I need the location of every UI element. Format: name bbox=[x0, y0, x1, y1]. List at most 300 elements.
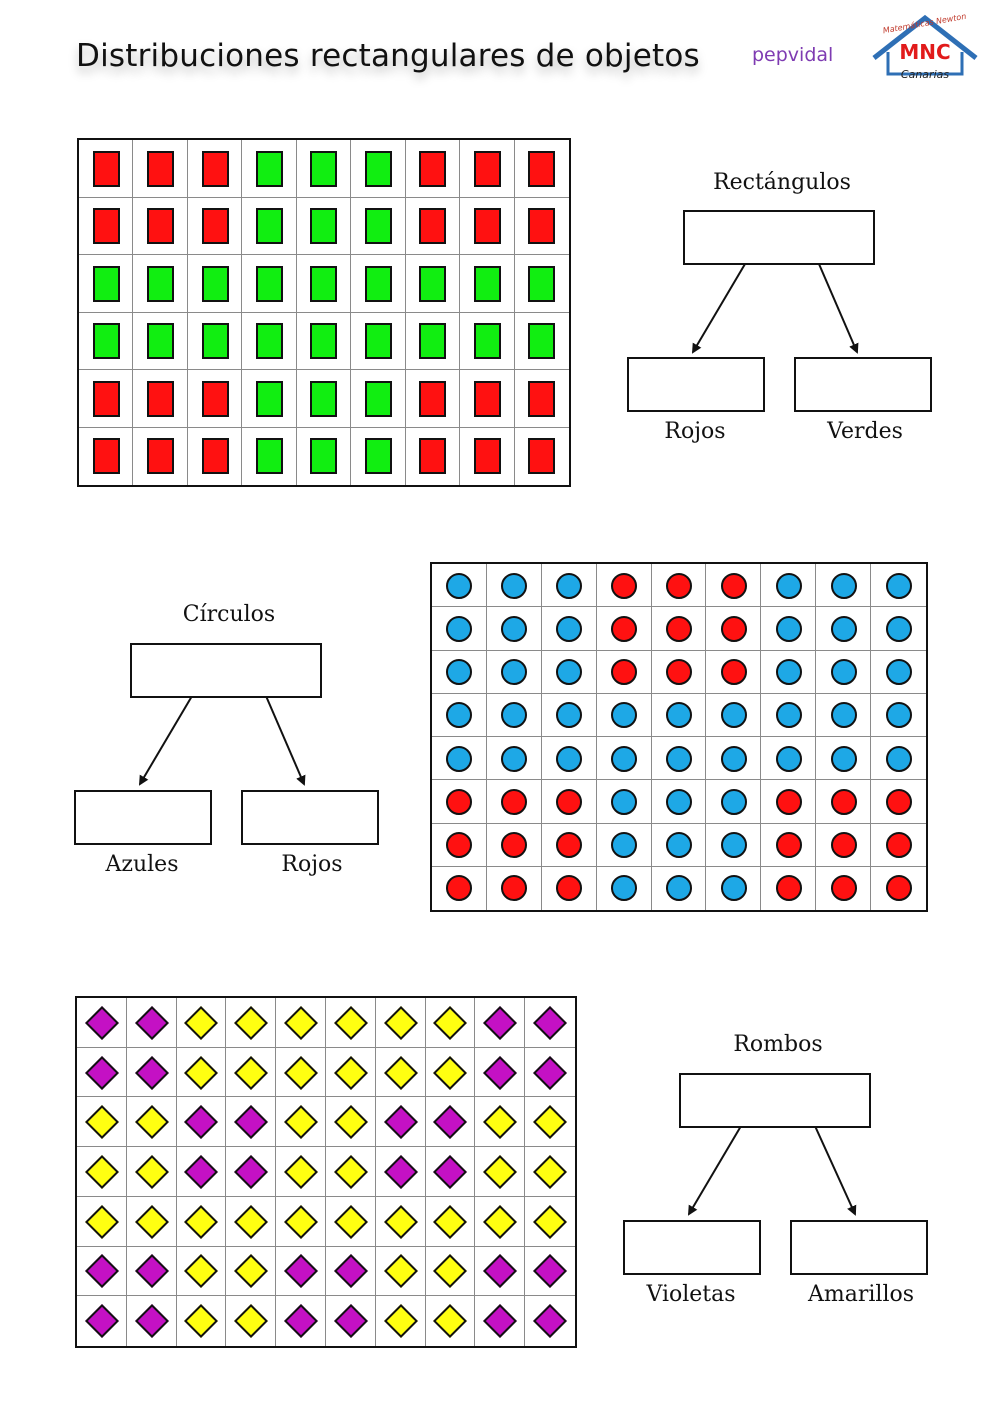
total-answer-box[interactable] bbox=[679, 1073, 871, 1128]
right-label: Verdes bbox=[827, 419, 903, 444]
blue-circle-icon bbox=[556, 702, 582, 728]
violet-diamond-icon bbox=[135, 1056, 169, 1090]
yellow-diamond-icon bbox=[284, 1056, 318, 1090]
grid-cell bbox=[127, 1296, 177, 1346]
red-rect-icon bbox=[93, 381, 120, 417]
grid-cell bbox=[487, 867, 542, 910]
grid-cell bbox=[326, 1048, 376, 1098]
circles-grid bbox=[430, 562, 928, 912]
yellow-diamond-icon bbox=[533, 1155, 567, 1189]
yellow-diamond-icon bbox=[135, 1155, 169, 1189]
grid-cell bbox=[226, 1048, 276, 1098]
blue-circle-icon bbox=[886, 702, 912, 728]
violet-diamond-icon bbox=[483, 1056, 517, 1090]
circles-tree bbox=[74, 602, 384, 892]
grid-cell bbox=[79, 140, 133, 198]
rectangles-grid bbox=[77, 138, 571, 487]
grid-cell bbox=[652, 737, 707, 780]
grid-cell bbox=[188, 198, 242, 256]
grid-cell bbox=[376, 998, 426, 1048]
grid-cell bbox=[487, 651, 542, 694]
grid-cell bbox=[326, 1097, 376, 1147]
red-rect-icon bbox=[93, 438, 120, 474]
grid-cell bbox=[79, 198, 133, 256]
red-circle-icon bbox=[446, 832, 472, 858]
green-rect-icon bbox=[310, 323, 337, 359]
violet-diamond-icon bbox=[384, 1155, 418, 1189]
grid-cell bbox=[77, 1296, 127, 1346]
yellow-diamond-icon bbox=[284, 1006, 318, 1040]
grid-cell bbox=[597, 737, 652, 780]
green-rect-icon bbox=[202, 323, 229, 359]
grid-cell bbox=[351, 370, 405, 428]
grid-cell bbox=[487, 694, 542, 737]
green-rect-icon bbox=[256, 151, 283, 187]
red-circle-icon bbox=[501, 789, 527, 815]
grid-cell bbox=[376, 1197, 426, 1247]
grid-cell bbox=[297, 198, 351, 256]
grid-cell bbox=[406, 198, 460, 256]
grid-cell bbox=[542, 651, 597, 694]
grid-cell bbox=[515, 428, 569, 486]
grid-cell bbox=[542, 607, 597, 650]
yellow-diamond-icon bbox=[334, 1006, 368, 1040]
grid-cell bbox=[652, 694, 707, 737]
grid-cell bbox=[133, 255, 187, 313]
violet-diamond-icon bbox=[85, 1006, 119, 1040]
grid-cell bbox=[525, 998, 575, 1048]
blue-circle-icon bbox=[446, 746, 472, 772]
grid-cell bbox=[127, 1247, 177, 1297]
grid-cell bbox=[871, 780, 926, 823]
grid-cell bbox=[177, 1147, 227, 1197]
grid-cell bbox=[376, 1147, 426, 1197]
red-rect-icon bbox=[419, 151, 446, 187]
right-answer-box[interactable] bbox=[794, 357, 932, 412]
total-answer-box[interactable] bbox=[683, 210, 875, 265]
blue-circle-icon bbox=[611, 789, 637, 815]
grid-cell bbox=[597, 607, 652, 650]
green-rect-icon bbox=[419, 323, 446, 359]
blue-circle-icon bbox=[886, 573, 912, 599]
grid-cell bbox=[188, 313, 242, 371]
diamonds-tree bbox=[623, 1032, 933, 1322]
red-rect-icon bbox=[419, 438, 446, 474]
red-circle-icon bbox=[666, 573, 692, 599]
left-label: Violetas bbox=[646, 1282, 736, 1307]
grid-cell bbox=[871, 737, 926, 780]
grid-cell bbox=[761, 737, 816, 780]
yellow-diamond-icon bbox=[334, 1205, 368, 1239]
grid-cell bbox=[652, 651, 707, 694]
grid-cell bbox=[242, 428, 296, 486]
blue-circle-icon bbox=[776, 616, 802, 642]
grid-cell bbox=[188, 255, 242, 313]
grid-cell bbox=[542, 564, 597, 607]
grid-cell bbox=[133, 313, 187, 371]
violet-diamond-icon bbox=[334, 1304, 368, 1338]
yellow-diamond-icon bbox=[483, 1205, 517, 1239]
grid-cell bbox=[652, 780, 707, 823]
yellow-diamond-icon bbox=[483, 1155, 517, 1189]
yellow-diamond-icon bbox=[185, 1056, 219, 1090]
yellow-diamond-icon bbox=[334, 1056, 368, 1090]
violet-diamond-icon bbox=[135, 1254, 169, 1288]
tree-title: Rectángulos bbox=[713, 170, 851, 195]
grid-cell bbox=[226, 1197, 276, 1247]
red-rect-icon bbox=[202, 438, 229, 474]
grid-cell bbox=[177, 1048, 227, 1098]
blue-circle-icon bbox=[886, 659, 912, 685]
red-rect-icon bbox=[93, 208, 120, 244]
grid-cell bbox=[276, 1048, 326, 1098]
grid-cell bbox=[376, 1296, 426, 1346]
yellow-diamond-icon bbox=[185, 1304, 219, 1338]
red-rect-icon bbox=[147, 381, 174, 417]
grid-cell bbox=[351, 140, 405, 198]
yellow-diamond-icon bbox=[284, 1205, 318, 1239]
violet-diamond-icon bbox=[135, 1006, 169, 1040]
grid-cell bbox=[177, 1247, 227, 1297]
grid-cell bbox=[432, 824, 487, 867]
left-label: Azules bbox=[105, 852, 179, 877]
grid-cell bbox=[226, 1296, 276, 1346]
grid-cell bbox=[276, 998, 326, 1048]
grid-cell bbox=[761, 607, 816, 650]
green-rect-icon bbox=[365, 208, 392, 244]
grid-cell bbox=[351, 428, 405, 486]
grid-cell bbox=[871, 694, 926, 737]
grid-cell bbox=[406, 140, 460, 198]
grid-cell bbox=[487, 824, 542, 867]
grid-cell bbox=[816, 564, 871, 607]
red-circle-icon bbox=[611, 573, 637, 599]
yellow-diamond-icon bbox=[434, 1304, 468, 1338]
grid-cell bbox=[871, 867, 926, 910]
red-circle-icon bbox=[831, 832, 857, 858]
grid-cell bbox=[475, 1048, 525, 1098]
grid-cell bbox=[515, 255, 569, 313]
green-rect-icon bbox=[256, 438, 283, 474]
green-rect-icon bbox=[256, 208, 283, 244]
blue-circle-icon bbox=[666, 832, 692, 858]
house-logo-icon bbox=[866, 12, 984, 84]
grid-cell bbox=[706, 867, 761, 910]
grid-cell bbox=[426, 1048, 476, 1098]
grid-cell bbox=[127, 1147, 177, 1197]
green-rect-icon bbox=[256, 323, 283, 359]
grid-cell bbox=[525, 1247, 575, 1297]
grid-cell bbox=[871, 824, 926, 867]
grid-cell bbox=[326, 1197, 376, 1247]
green-rect-icon bbox=[474, 266, 501, 302]
red-rect-icon bbox=[202, 151, 229, 187]
grid-cell bbox=[77, 1197, 127, 1247]
violet-diamond-icon bbox=[185, 1105, 219, 1139]
grid-cell bbox=[871, 607, 926, 650]
violet-diamond-icon bbox=[85, 1304, 119, 1338]
grid-cell bbox=[542, 867, 597, 910]
green-rect-icon bbox=[365, 381, 392, 417]
red-circle-icon bbox=[666, 616, 692, 642]
left-label: Rojos bbox=[664, 419, 726, 444]
red-circle-icon bbox=[446, 875, 472, 901]
grid-cell bbox=[276, 1097, 326, 1147]
red-circle-icon bbox=[776, 875, 802, 901]
grid-cell bbox=[432, 694, 487, 737]
grid-cell bbox=[525, 1296, 575, 1346]
grid-cell bbox=[226, 1097, 276, 1147]
grid-cell bbox=[188, 140, 242, 198]
grid-cell bbox=[515, 198, 569, 256]
red-circle-icon bbox=[776, 789, 802, 815]
blue-circle-icon bbox=[831, 573, 857, 599]
yellow-diamond-icon bbox=[234, 1254, 268, 1288]
green-rect-icon bbox=[310, 438, 337, 474]
grid-cell bbox=[276, 1247, 326, 1297]
grid-cell bbox=[706, 651, 761, 694]
grid-cell bbox=[475, 1247, 525, 1297]
grid-cell bbox=[525, 1147, 575, 1197]
green-rect-icon bbox=[256, 266, 283, 302]
violet-diamond-icon bbox=[483, 1006, 517, 1040]
grid-cell bbox=[542, 824, 597, 867]
grid-cell bbox=[406, 428, 460, 486]
grid-cell bbox=[242, 313, 296, 371]
grid-cell bbox=[487, 737, 542, 780]
yellow-diamond-icon bbox=[483, 1105, 517, 1139]
grid-cell bbox=[432, 607, 487, 650]
yellow-diamond-icon bbox=[384, 1056, 418, 1090]
green-rect-icon bbox=[93, 323, 120, 359]
violet-diamond-icon bbox=[334, 1254, 368, 1288]
blue-circle-icon bbox=[831, 702, 857, 728]
violet-diamond-icon bbox=[533, 1006, 567, 1040]
red-rect-icon bbox=[93, 151, 120, 187]
red-circle-icon bbox=[831, 789, 857, 815]
grid-cell bbox=[761, 564, 816, 607]
red-rect-icon bbox=[528, 381, 555, 417]
grid-cell bbox=[376, 1247, 426, 1297]
violet-diamond-icon bbox=[483, 1304, 517, 1338]
right-answer-box[interactable] bbox=[241, 790, 379, 845]
grid-cell bbox=[226, 998, 276, 1048]
red-rect-icon bbox=[147, 438, 174, 474]
violet-diamond-icon bbox=[483, 1254, 517, 1288]
grid-cell bbox=[652, 564, 707, 607]
green-rect-icon bbox=[528, 323, 555, 359]
grid-cell bbox=[406, 313, 460, 371]
grid-cell bbox=[351, 313, 405, 371]
grid-cell bbox=[276, 1296, 326, 1346]
grid-cell bbox=[276, 1147, 326, 1197]
grid-cell bbox=[475, 1197, 525, 1247]
grid-cell bbox=[761, 824, 816, 867]
red-rect-icon bbox=[474, 208, 501, 244]
grid-cell bbox=[297, 428, 351, 486]
red-circle-icon bbox=[776, 832, 802, 858]
blue-circle-icon bbox=[776, 702, 802, 728]
yellow-diamond-icon bbox=[85, 1205, 119, 1239]
grid-cell bbox=[475, 998, 525, 1048]
blue-circle-icon bbox=[666, 702, 692, 728]
grid-cell bbox=[242, 140, 296, 198]
grid-cell bbox=[79, 255, 133, 313]
grid-cell bbox=[460, 198, 514, 256]
tree-title: Círculos bbox=[182, 602, 276, 627]
grid-cell bbox=[297, 313, 351, 371]
grid-cell bbox=[597, 651, 652, 694]
grid-cell bbox=[652, 824, 707, 867]
red-rect-icon bbox=[419, 208, 446, 244]
yellow-diamond-icon bbox=[434, 1056, 468, 1090]
violet-diamond-icon bbox=[434, 1105, 468, 1139]
blue-circle-icon bbox=[776, 746, 802, 772]
blue-circle-icon bbox=[501, 746, 527, 772]
logo-subtitle: Canarias bbox=[900, 68, 950, 81]
blue-circle-icon bbox=[721, 789, 747, 815]
blue-circle-icon bbox=[666, 875, 692, 901]
red-circle-icon bbox=[556, 789, 582, 815]
grid-cell bbox=[761, 780, 816, 823]
green-rect-icon bbox=[365, 266, 392, 302]
green-rect-icon bbox=[147, 266, 174, 302]
blue-circle-icon bbox=[721, 832, 747, 858]
violet-diamond-icon bbox=[284, 1254, 318, 1288]
left-answer-box[interactable] bbox=[74, 790, 212, 845]
red-circle-icon bbox=[556, 875, 582, 901]
grid-cell bbox=[432, 651, 487, 694]
grid-cell bbox=[127, 1097, 177, 1147]
grid-cell bbox=[761, 867, 816, 910]
tree-title: Rombos bbox=[733, 1032, 823, 1057]
blue-circle-icon bbox=[886, 616, 912, 642]
grid-cell bbox=[460, 428, 514, 486]
page-title: Distribuciones rectangulares de objetos bbox=[76, 38, 700, 74]
yellow-diamond-icon bbox=[284, 1155, 318, 1189]
green-rect-icon bbox=[365, 438, 392, 474]
red-rect-icon bbox=[528, 438, 555, 474]
violet-diamond-icon bbox=[533, 1254, 567, 1288]
grid-cell bbox=[706, 564, 761, 607]
grid-cell bbox=[326, 1147, 376, 1197]
grid-cell bbox=[77, 1097, 127, 1147]
grid-cell bbox=[188, 428, 242, 486]
red-rect-icon bbox=[474, 438, 501, 474]
right-answer-box[interactable] bbox=[790, 1220, 928, 1275]
grid-cell bbox=[706, 824, 761, 867]
yellow-diamond-icon bbox=[384, 1304, 418, 1338]
grid-cell bbox=[816, 607, 871, 650]
blue-circle-icon bbox=[666, 746, 692, 772]
grid-cell bbox=[426, 1296, 476, 1346]
grid-cell bbox=[188, 370, 242, 428]
yellow-diamond-icon bbox=[533, 1105, 567, 1139]
grid-cell bbox=[127, 1048, 177, 1098]
grid-cell bbox=[79, 313, 133, 371]
grid-cell bbox=[406, 370, 460, 428]
red-rect-icon bbox=[147, 151, 174, 187]
blue-circle-icon bbox=[831, 659, 857, 685]
grid-cell bbox=[133, 428, 187, 486]
grid-cell bbox=[515, 313, 569, 371]
grid-cell bbox=[652, 867, 707, 910]
grid-cell bbox=[406, 255, 460, 313]
red-circle-icon bbox=[831, 875, 857, 901]
right-label: Rojos bbox=[281, 852, 343, 877]
yellow-diamond-icon bbox=[434, 1254, 468, 1288]
grid-cell bbox=[297, 255, 351, 313]
grid-cell bbox=[426, 1097, 476, 1147]
left-answer-box[interactable] bbox=[623, 1220, 761, 1275]
blue-circle-icon bbox=[721, 702, 747, 728]
grid-cell bbox=[432, 737, 487, 780]
violet-diamond-icon bbox=[234, 1105, 268, 1139]
grid-cell bbox=[525, 1048, 575, 1098]
blue-circle-icon bbox=[446, 659, 472, 685]
red-circle-icon bbox=[446, 789, 472, 815]
yellow-diamond-icon bbox=[135, 1205, 169, 1239]
grid-cell bbox=[597, 564, 652, 607]
yellow-diamond-icon bbox=[434, 1205, 468, 1239]
grid-cell bbox=[816, 737, 871, 780]
grid-cell bbox=[597, 694, 652, 737]
total-answer-box[interactable] bbox=[130, 643, 322, 698]
grid-cell bbox=[242, 370, 296, 428]
grid-cell bbox=[475, 1147, 525, 1197]
right-label: Amarillos bbox=[807, 1282, 915, 1307]
left-answer-box[interactable] bbox=[627, 357, 765, 412]
green-rect-icon bbox=[256, 381, 283, 417]
blue-circle-icon bbox=[831, 616, 857, 642]
grid-cell bbox=[597, 867, 652, 910]
grid-cell bbox=[761, 694, 816, 737]
grid-cell bbox=[79, 428, 133, 486]
grid-cell bbox=[706, 694, 761, 737]
grid-cell bbox=[77, 1247, 127, 1297]
grid-cell bbox=[77, 1147, 127, 1197]
yellow-diamond-icon bbox=[334, 1105, 368, 1139]
grid-cell bbox=[297, 140, 351, 198]
blue-circle-icon bbox=[556, 616, 582, 642]
blue-circle-icon bbox=[446, 616, 472, 642]
grid-cell bbox=[515, 370, 569, 428]
red-rect-icon bbox=[202, 208, 229, 244]
violet-diamond-icon bbox=[533, 1304, 567, 1338]
grid-cell bbox=[242, 198, 296, 256]
grid-cell bbox=[706, 780, 761, 823]
grid-cell bbox=[426, 1247, 476, 1297]
green-rect-icon bbox=[365, 151, 392, 187]
grid-cell bbox=[487, 564, 542, 607]
violet-diamond-icon bbox=[533, 1056, 567, 1090]
blue-circle-icon bbox=[831, 746, 857, 772]
grid-cell bbox=[127, 998, 177, 1048]
red-rect-icon bbox=[474, 151, 501, 187]
violet-diamond-icon bbox=[284, 1304, 318, 1338]
grid-cell bbox=[706, 737, 761, 780]
grid-cell bbox=[816, 651, 871, 694]
blue-circle-icon bbox=[556, 659, 582, 685]
green-rect-icon bbox=[365, 323, 392, 359]
grid-cell bbox=[297, 370, 351, 428]
grid-cell bbox=[816, 694, 871, 737]
blue-circle-icon bbox=[776, 659, 802, 685]
yellow-diamond-icon bbox=[85, 1155, 119, 1189]
yellow-diamond-icon bbox=[234, 1056, 268, 1090]
green-rect-icon bbox=[310, 151, 337, 187]
blue-circle-icon bbox=[666, 789, 692, 815]
